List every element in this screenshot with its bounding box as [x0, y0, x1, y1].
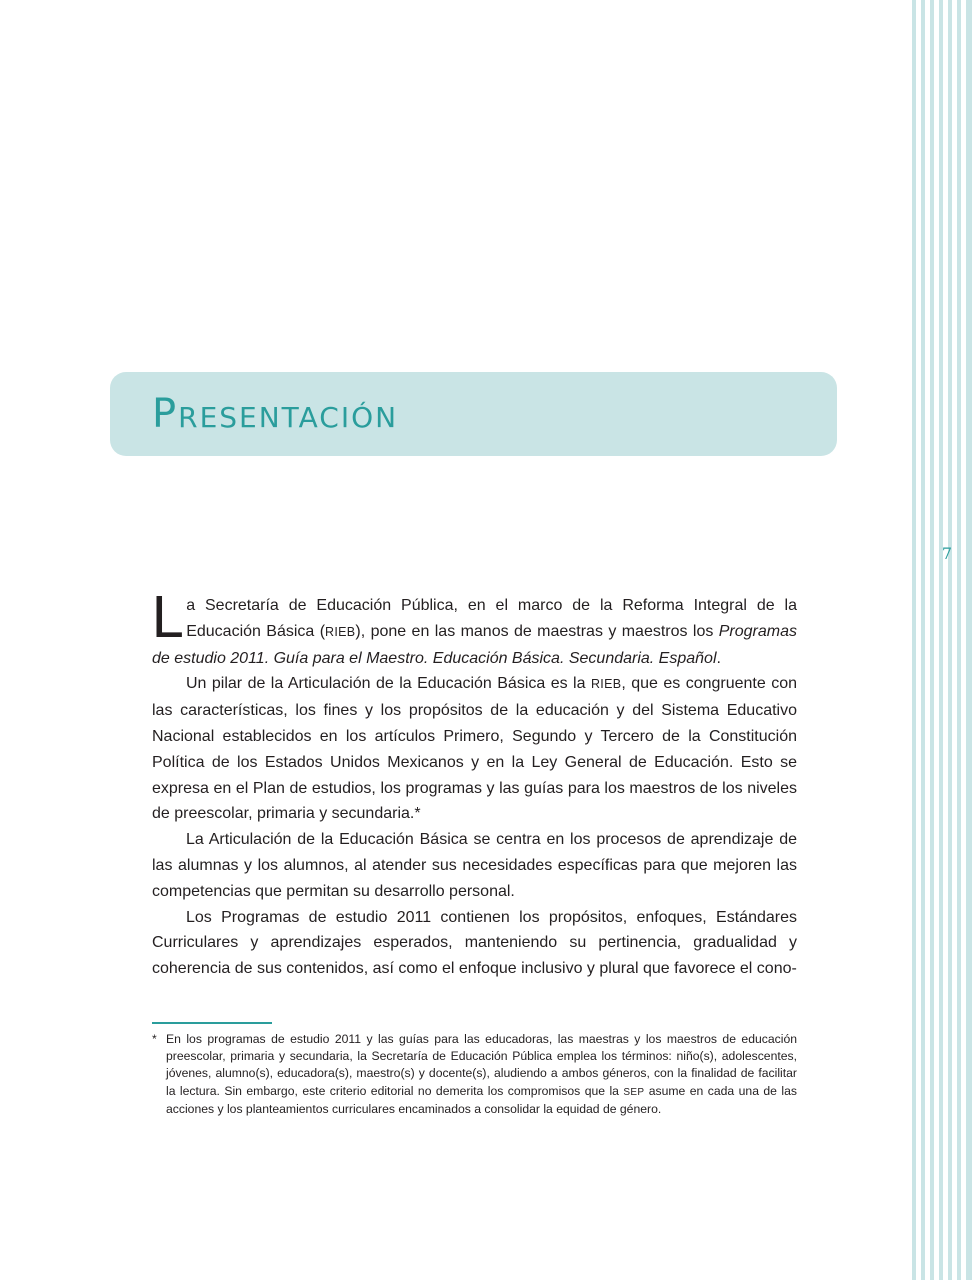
body-text	[151, 586, 798, 982]
abbreviation: RIEB	[325, 624, 356, 639]
decorative-stripes	[912, 0, 972, 1280]
paragraph-4: Los Programas de estudio 2011 contienen los propósitos, enfoques, Estándares Curriculares y aprendizajes esperados, manteniendo su pertinencia, gradualidad y coherencia de sus contenidos, así como el enfoque inclusivo y plural que favorece el cono-	[152, 908, 797, 978]
abbreviation: SEP	[623, 1086, 645, 1098]
text-run: ), pone en las manos de maestras y maestros los	[355, 622, 719, 640]
page-number: 7	[941, 544, 953, 563]
paragraph-3: La Articulación de la Educación Básica se centra en los procesos de aprendizaje de las alumnas y los alumnos, al atender sus necesidades específicas para que mejoren las competencias que permitan su desarrollo personal.	[152, 831, 797, 900]
text-run: a Secretaría de Educación Pública, en el marco de la Reforma Integral de la Educación Básica (	[186, 597, 797, 640]
title-banner	[110, 372, 837, 456]
abbreviation: RIEB	[590, 677, 622, 692]
stripe	[939, 0, 943, 1280]
text-run: .	[716, 649, 721, 667]
stripe	[921, 0, 925, 1280]
drop-cap: L	[151, 586, 183, 651]
publication-title: Programas de estudio 2011. Guía para el Maestro. Educación Básica. Secundaria. Español	[152, 622, 797, 667]
paragraph-2	[152, 671, 797, 827]
footnote-marker: *	[152, 1032, 157, 1046]
text-run: , que es congruente con las características, los fines y los propósitos de la educación y del Sistema Educativo Nacional establecidos en los artículos Primero, Segundo y Tercero de la Constitución Política de los Estados Unidos Mexicanos y en la Ley General de Educación. Esto se expresa en el Plan de estudios, los programas y las guías para los maestros de los niveles de preescolar, primaria y secundaria.*	[152, 675, 798, 823]
text-run: Un pilar de la Articulación de la Educación Básica es la	[186, 675, 591, 693]
stripe	[948, 0, 952, 1280]
stripe	[912, 0, 916, 1280]
paragraph-1	[151, 586, 797, 671]
stripe	[957, 0, 961, 1280]
text-run: En los programas de estudio 2011 y las guías para las educadoras, las maestras y los maestros de educación preescolar, primaria y secundaria, la Secretaría de Educación Pública emplea los términos: niño(s), adolescentes, jóvenes, alumno(s), educadora(s), maestro(s) y docente(s), aludiendo a ambos géneros, con la finalidad de facilitar la lectura. Sin embargo, este criterio editorial no demerita los compromisos que la	[166, 1032, 797, 1098]
stripe	[930, 0, 934, 1280]
footnote	[152, 1031, 797, 1118]
footnote-rule	[152, 1022, 272, 1024]
text-run: asume en cada una de las acciones y los planteamientos curriculares encaminados a consolidar la equidad de género.	[166, 1083, 797, 1116]
stripe	[966, 0, 972, 1280]
page-title: Presentación	[152, 391, 399, 437]
